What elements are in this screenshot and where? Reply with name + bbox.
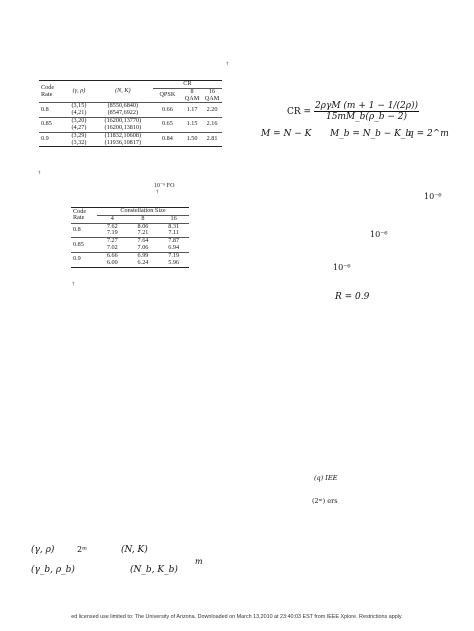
ber-threshold-2: 10⁻⁶ — [370, 230, 388, 239]
cell-pair: (4,21) — [71, 109, 87, 117]
cell-nk: (11832,10608) — [104, 131, 142, 139]
equation-mb-def: M_b = N_b − K_b — [330, 129, 412, 139]
equation-cr-denominator: 15mM_b(ρ_b − 2) — [325, 112, 407, 122]
cell-pair: (4,27) — [71, 123, 87, 131]
cell-value: 7.27 — [106, 237, 118, 245]
cell-rate: 0.9 — [41, 135, 49, 143]
cell-16qam: 2.20 — [206, 105, 218, 113]
col-header-8: 8 — [141, 214, 145, 222]
cell-qpsk: 0.66 — [161, 105, 173, 113]
table2-pre-text: 10⁻⁶ FO — [154, 183, 175, 189]
cell-value: 5.96 — [168, 258, 180, 266]
symbol-nk: (N, K) — [121, 545, 148, 555]
cell-value: 7.87 — [168, 237, 180, 245]
cell-value: 6.66 — [106, 251, 118, 259]
equation-r: R = 0.9 — [335, 292, 370, 302]
cell-qpsk: 0.65 — [161, 120, 173, 128]
symbol-nk-b: (N_b, K_b) — [130, 565, 178, 575]
cell-value: 7.64 — [137, 237, 149, 245]
equation-q-def: q = 2^m — [408, 129, 449, 139]
col-header-nk: (N, K) — [115, 87, 131, 95]
page-marker: † — [226, 62, 229, 67]
cell-rate: 0.85 — [73, 240, 84, 248]
equation-cr-lhs: CR = — [287, 107, 312, 117]
cell-pair: (3,32) — [71, 138, 87, 146]
cell-value: 7.02 — [106, 244, 118, 252]
cell-8qam: 1.50 — [186, 135, 198, 143]
cell-value: 6.24 — [137, 258, 149, 266]
cell-value: 8.06 — [137, 222, 149, 230]
col-header-qpsk: QPSK — [159, 91, 176, 99]
table2-pre-note: † — [156, 190, 159, 195]
cell-rate: 0.85 — [41, 120, 52, 128]
cell-value: 7.21 — [137, 229, 149, 237]
ber-threshold-1: 10⁻⁶ — [424, 192, 442, 201]
table-constellation-gains — [71, 207, 189, 268]
cell-value: 6.99 — [137, 251, 149, 259]
col-header-8qam: 8 QAM — [184, 87, 200, 102]
equation-cr-fraction — [314, 101, 419, 122]
cell-value: 8.31 — [168, 222, 180, 230]
col-header-gamma-rho: (γ, ρ) — [72, 87, 86, 95]
equation-cr — [287, 101, 419, 122]
cell-rate: 0.9 — [73, 255, 81, 263]
cell-nk: (8547,6922) — [107, 109, 139, 117]
equation-m-def: M = N − K — [261, 129, 312, 139]
cell-value: 6.94 — [168, 244, 180, 252]
symbol-gamma-rho: (γ, ρ) — [31, 545, 55, 555]
cell-value: 7.11 — [168, 229, 179, 237]
col-header-code-rate: Code Rate — [73, 207, 87, 222]
symbol-gamma-rho-b: (γ_b, ρ_b) — [31, 565, 75, 575]
cell-16qam: 2.81 — [206, 135, 218, 143]
table-code-parameters — [39, 80, 222, 147]
cell-value: 7.19 — [106, 229, 118, 237]
cell-nk: (8550,6840) — [107, 102, 139, 110]
ber-threshold-3: 10⁻⁶ — [333, 263, 351, 272]
cell-value: 7.06 — [137, 244, 149, 252]
cell-pair: (3,15) — [71, 102, 87, 110]
cell-pair: (3,29) — [71, 131, 87, 139]
symbol-two-m: 2ᵐ — [77, 545, 87, 554]
cell-value: 7.19 — [168, 251, 180, 259]
col-header-code-rate: Code Rate — [41, 83, 55, 98]
text-q-iee: (q) IEE — [314, 474, 338, 482]
cell-pair: (3,20) — [71, 117, 87, 125]
col-header-cr: CR — [153, 81, 222, 89]
cell-rate: 0.8 — [73, 226, 81, 234]
col-header-constellation-size: Constellation Size — [97, 208, 189, 216]
cell-8qam: 1.17 — [186, 105, 198, 113]
text-2m-ers: (2ᵐ) ers — [312, 497, 338, 505]
col-header-16qam: 16 QAM — [204, 87, 220, 102]
license-footer: ed licensed use limited to: The University of Arizona. Downloaded on March 13,2010 at 23:40:03 EST from IEEE Xplore. Restrictions apply. — [71, 614, 403, 620]
cell-8qam: 1.15 — [186, 120, 198, 128]
symbol-m: m — [195, 557, 203, 566]
cell-nk: (16200,13770) — [104, 117, 142, 125]
equation-cr-numerator: 2ργM (m + 1 − 1/(2ρ)) — [314, 101, 419, 111]
table1-note: † — [38, 171, 41, 176]
table2-note: † — [72, 282, 75, 287]
cell-nk: (16200,13810) — [104, 123, 142, 131]
cell-value: 7.62 — [106, 222, 118, 230]
col-header-16: 16 — [170, 214, 177, 222]
cell-value: 6.00 — [106, 258, 118, 266]
cell-qpsk: 0.84 — [161, 135, 173, 143]
col-header-4: 4 — [110, 214, 114, 222]
cell-nk: (11936,10817) — [104, 138, 142, 146]
cell-16qam: 2.16 — [206, 120, 218, 128]
cell-rate: 0.8 — [41, 105, 49, 113]
